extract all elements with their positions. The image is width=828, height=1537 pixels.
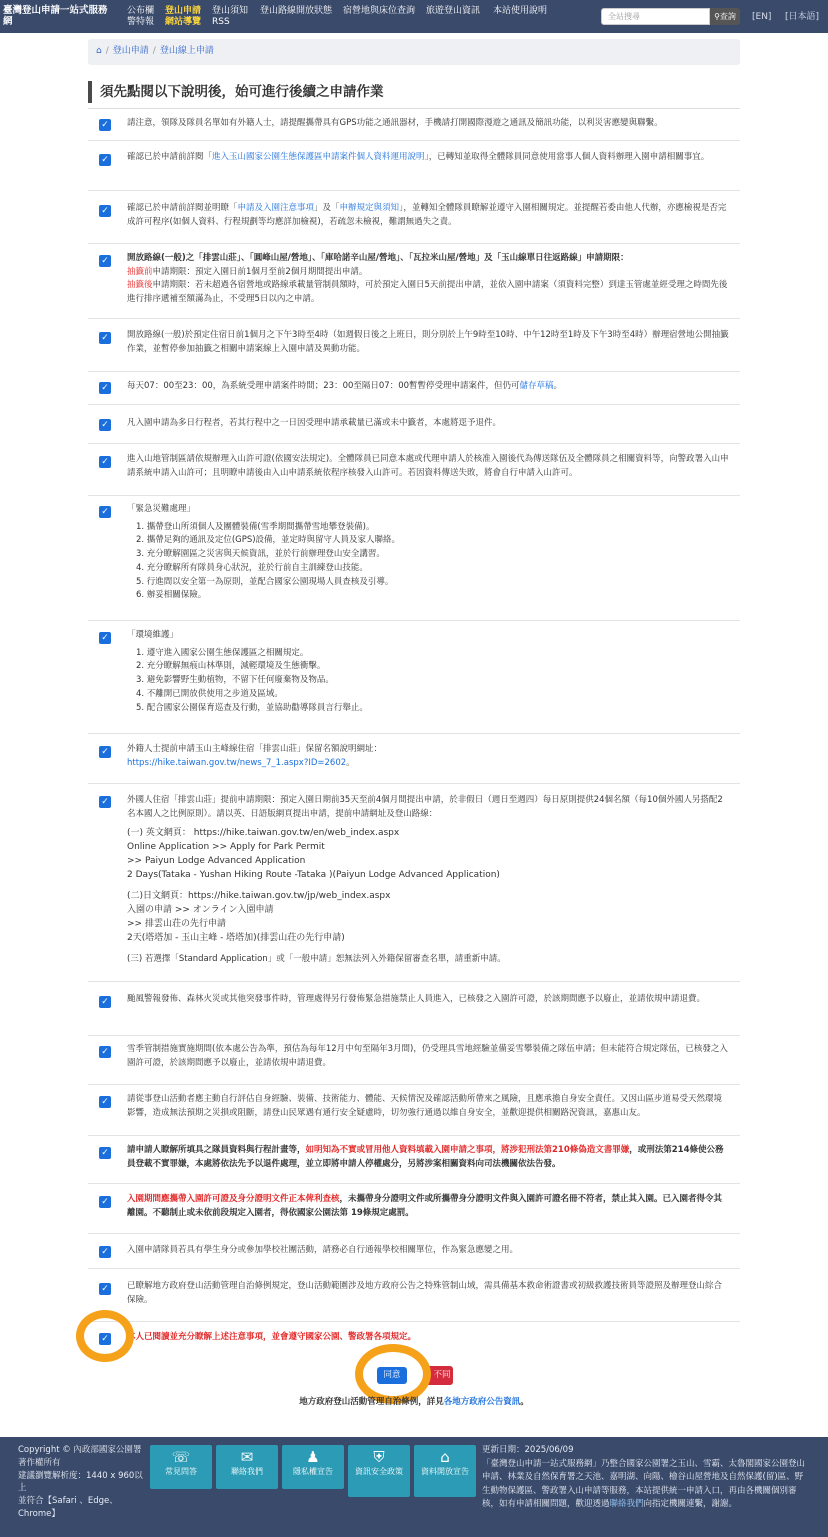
checkbox[interactable]: ✓: [99, 119, 111, 131]
notice-row: [88, 244, 740, 319]
notice-text: 確認已於申請前詳閱並明瞭「申請及入園注意事項」及「申辦規定與須知」，並轉知全體隊員瞭解並遵守入園相關規定。並提醒若委由他人代辦，亦應檢視是否完成許可程序(如個人資料、行程規劃等均應詳加檢視)，若疏忽未檢視，難謂無過失之責。: [127, 203, 727, 227]
breadcrumb-online-apply[interactable]: 登山線上申請: [159, 46, 214, 56]
footer-info: 更新日期：2025/06/09 「臺灣登山申請一站式服務網」乃整合國家公園署之玉山、雪霸、太魯閣國家公園登山申請、林業及自然保育署之天池、嘉明湖、向陽、檜谷山屋營地及自然保護(留)區、野生動物保護區、警政署入山申請等服務，本站提供統一申請入口，再由各機關個別審核，如有申請相關問題，歡迎透過聯絡我們向指定機關連繫，謝謝。: [482, 1445, 806, 1510]
site-brand[interactable]: 臺灣登山申請一站式服務網: [3, 5, 108, 28]
lang-en-link[interactable]: [EN]: [752, 12, 772, 22]
local-gov-note: 地方政府登山活動管理自治條例，詳見各地方政府公告資訊。: [299, 1397, 529, 1407]
notice-text: 進入山地管制區請依規辦理入山許可證(依國安法規定)。全體隊員已同意本處或代理申請人於核准入園後代為傳送隊伍及全體隊員之相關資料等，向警政署入山申請系統申請入山許可；且明瞭申請後由入山申請系統依程序核發入山許可。若因資料傳送失敗，將會自行申請入山許可。: [127, 454, 729, 478]
list-item: 2. 攜帶足夠的通訊及定位(GPS)設備，並定時與留守人員及家人聯絡。: [136, 535, 401, 546]
highlight-ring: [76, 1310, 134, 1362]
foreign-news-link[interactable]: https://hike.taiwan.gov.tw/news_7_1.aspx?ID=2602: [127, 757, 347, 768]
checkbox[interactable]: ✓: [99, 632, 111, 644]
notice-row: [88, 191, 740, 244]
lang-jp-link[interactable]: [日本語]: [785, 12, 820, 22]
breadcrumb-apply[interactable]: 登山申請: [112, 46, 149, 56]
chat-icon: ☏: [171, 1448, 191, 1466]
agree-checkbox[interactable]: ✓: [99, 1333, 111, 1345]
search-icon: ⚲: [714, 12, 720, 21]
checkbox[interactable]: ✓: [99, 1283, 111, 1295]
list-item: 2. 充分瞭解無痕山林準則，減輕環境及生態衝擊。: [136, 661, 326, 672]
footer: [0, 1437, 828, 1537]
notice-row: [88, 496, 740, 621]
notice-row: [88, 1136, 740, 1184]
checkbox[interactable]: ✓: [99, 456, 111, 468]
notice-text: 請注意，領隊及隊員名單如有外籍人士，請提醒攜帶具有GPS功能之通訊器材，手機請打開國際漫遊之通訊及簡訊功能，以利災害應變與聯繫。: [127, 118, 663, 128]
nav-travel[interactable]: 旅遊登山資訊: [426, 6, 481, 16]
notice-row: [88, 372, 740, 405]
checkbox[interactable]: ✓: [99, 205, 111, 217]
mail-icon: ✉: [240, 1448, 254, 1466]
list-item: 1. 遵守進入國家公園生態保護區之相關規定。: [136, 647, 309, 658]
notice-row: [88, 444, 740, 496]
highlight-ring: [355, 1344, 431, 1404]
checkbox[interactable]: ✓: [99, 332, 111, 344]
notice-text: 開放路線(一般)之「排雲山莊」、「圓峰山屋/營地」、「庫哈諾辛山屋/營地」、「瓦拉米山屋/營地」及「玉山線單日往返路線」申請期限： 抽籤前申請期限：預定入園日前1個月至前2個月期間提出申請。 抽籤後申請期限：若未超過各宿營地或路線承載量管制員額時，可於預定入園日5天前提出申請，並依入園申請案（須資料完整）到達玉管處並經受理之時間先後進行排序遞補至額滿為止，不受理5日以內之申請。: [127, 253, 728, 304]
notice-row: [88, 1269, 740, 1322]
nav-route-status[interactable]: 登山路線開放狀態: [260, 6, 333, 16]
notice-text: 確認已於申請前詳閱「進入玉山國家公園生態保護區申請案件個人資料運用說明」，已轉知並取得全體隊員同意使用當事人個人資料辦理入園申請相關事宜。: [127, 152, 710, 162]
checkbox[interactable]: ✓: [99, 796, 111, 808]
notice-row: [88, 982, 740, 1036]
user-shield-icon: ♟: [306, 1448, 320, 1466]
checkbox[interactable]: ✓: [99, 506, 111, 518]
foreign-application-section: 外國人住宿「排雲山莊」提前申請期限：預定入園日期前35天至前4個月間提出申請，於非假日（週日至週四）每日原則提供24個名額（每10個外國人另搭配2名本國人之比例原則）。請以英、日語版網頁提出申請，提前申請網址及登山路線： (一) 英文網頁： https://hike.taiwan.gov.tw/en/web_index.aspx Online Application >> Apply for Park Permit >> Paiyun Lodge Advanced Application 2 Days(Tataka - Yushan Hiking Route -Tataka )(Paiyun Lodge Advanced Application) (二)日文網頁：https://hike.taiwan.gov.tw/jp/web_index.aspx 入園の申請 >> オンライン入園申請 >> 排雲山荘の先行申請 2天(塔塔加 - 玉山主峰 - 塔塔加)(排雲山荘の先行申請) (三) 若選擇「Standard Application」或「一般申請」恕無法列入外籍保留審查名單，請重新申請。: [127, 795, 723, 964]
nav-notice[interactable]: 登山須知 RSS: [212, 6, 249, 27]
checkbox[interactable]: ✓: [99, 1246, 111, 1258]
nav-campsite[interactable]: 宿營地與床位查詢: [343, 6, 416, 16]
copyright: Copyright © 內政部國家公園署 著作權所有 建議瀏覽解析度：1440 x 960以上 並符合【Safari 、Edge、Chrome】: [18, 1445, 143, 1519]
list-item: 1. 攜帶登山所須個人及團體裝備(雪季期間攜帶雪地攀登裝備)。: [136, 521, 375, 532]
security-policy-button[interactable]: ⛨ 資訊安全政策: [348, 1445, 410, 1497]
notice-text: 入園期間應攜帶入園許可證及身分證明文件正本俾利查核，未攜帶身分證明文件或所攜帶身分證明文件與入園許可證名冊不符者，禁止其入園。已入園者得令其離園。不聽制止或未依前段規定入園者，得依國家公園法第 19條規定處罰。: [127, 1194, 723, 1218]
notice-row: [88, 1184, 740, 1234]
page-title: 須先點閱以下說明後，始可進行後續之申請作業: [88, 81, 740, 103]
entry-notice-link[interactable]: 申請及入園注意事項: [237, 203, 315, 213]
checkbox[interactable]: ✓: [99, 154, 111, 166]
bank-icon: ⌂: [440, 1448, 450, 1466]
privacy-button[interactable]: ♟ 隱私權宣告: [282, 1445, 344, 1489]
rules-link[interactable]: 申辦規定與須知: [339, 203, 400, 213]
notice-text: 外籍人士提前申請玉山主峰線住宿「排雲山莊」保留名額說明網址： https://hike.taiwan.gov.tw/news_7_1.aspx?ID=2602。: [127, 744, 383, 768]
disagree-button[interactable]: 不同意: [423, 1366, 453, 1385]
privacy-link[interactable]: 進入玉山國家公園生態保護區申請案件個人資料運用說明: [212, 152, 425, 162]
notice-row: [88, 621, 740, 734]
checkbox[interactable]: ✓: [99, 996, 111, 1008]
notice-text: 每天07：00至23：00，為系統受理申請案件時間；23：00至隔日07：00暫暫停受理申請案件，但仍可儲存草稿。: [127, 381, 563, 391]
checkbox[interactable]: ✓: [99, 1046, 111, 1058]
environment-section: 「環境維護」 1. 遵守進入國家公園生態保護區之相關規定。 2. 充分瞭解無痕山林準則，減輕環境及生態衝擊。 3. 避免影響野生動植物，不留下任何廢棄物及物品。 4. 不離開已開放供使用之步道及區域。 5. 配合國家公園保育巡查及行動，並協助勸導隊員言行舉止。: [127, 629, 730, 715]
notice-text: 凡入園申請為多日行程者，若其行程中之一日因受理申請承載量已滿或未中籤者，本處將逕予退件。: [127, 418, 502, 428]
list-item: 5. 行進間以安全第一為原則，並配合國家公園現場人員查核及引導。: [136, 576, 394, 587]
notice-row: [88, 109, 740, 141]
agreement-text: 本人已閱讀並充分瞭解上述注意事項，並會遵守國家公園、警政署各項規定。: [127, 1332, 417, 1342]
footer-contact-link[interactable]: 聯絡我們: [609, 1499, 644, 1510]
notice-row: [88, 1234, 740, 1269]
notice-row: [88, 734, 740, 784]
nav-bulletin[interactable]: 公布欄 警特報: [127, 6, 155, 27]
notice-text: 請從事登山活動者應主動自行評估自身經驗、裝備、技術能力、體能、天候情況及確認活動所帶來之風險，且應承擔自身安全責任。又因山區步道易受天然環境影響，造成無法預期之災損或阻斷，請登山民眾遇有通行安全疑慮時，切勿強行通過以維自身安全，並歡迎提供相關路況資訊，嘉惠山友。: [127, 1094, 723, 1118]
list-item: 6. 辦妥相關保險。: [136, 590, 207, 601]
faq-button[interactable]: ☏ 常見問答: [150, 1445, 212, 1489]
checkbox[interactable]: ✓: [99, 1147, 111, 1159]
search-button[interactable]: ⚲查詢: [710, 8, 740, 25]
checkbox[interactable]: ✓: [99, 255, 111, 267]
notice-text: 開放路線(一般)於預定住宿日前1個月之下午3時至4時（如週假日後之上班日，則分別於上午9時至10時、中午12時至1時及下午3時至4時）辦理宿營地公開抽籤作業，並暫停參加抽籤之相關申請案線上入園申請及異動功能。: [127, 330, 729, 354]
emergency-section: 「緊急災難處理」 1. 攜帶登山所須個人及團體裝備(雪季期間攜帶雪地攀登裝備)。 2. 攜帶足夠的通訊及定位(GPS)設備，並定時與留守人員及家人聯絡。 3. 充分瞭解園區之災害與天候資訊，並於行前辦理登山安全講習。 4. 充分瞭解所有隊員身心狀況，並於行前自主訓練登山技能。 5. 行進間以安全第一為原則，並配合國家公園現場人員查核及引導。 6. 辦妥相關保險。: [127, 503, 730, 603]
open-data-button[interactable]: ⌂ 資料開放宣告: [414, 1445, 476, 1497]
notice-text: 已瞭解地方政府登山活動管理自治條例規定，登山活動範圍涉及地方政府公告之特殊管制山域，需具備基本救命術證書或初級救護技術員等證照及辦理登山綜合保險。: [127, 1281, 723, 1305]
save-draft-link[interactable]: 儲存草稿: [519, 381, 554, 391]
list-item: 3. 避免影響野生動植物，不留下任何廢棄物及物品。: [136, 675, 334, 686]
search-input[interactable]: 全站搜尋: [601, 8, 710, 25]
contact-button[interactable]: ✉ 聯絡我們: [216, 1445, 278, 1489]
list-item: 5. 配合國家公園保育巡查及行動，並協助勸導隊員言行舉止。: [136, 702, 368, 713]
notice-text: 入園申請隊員若具有學生身分或參加學校社團活動，請務必自行通報學校相關單位，作為緊急應變之用。: [127, 1245, 519, 1255]
shield-icon: ⛨: [373, 1448, 385, 1466]
checkbox[interactable]: ✓: [99, 1196, 111, 1208]
agree-button[interactable]: 同意: [377, 1367, 407, 1384]
nav-apply[interactable]: 登山申請 網站導覽: [165, 6, 202, 27]
notice-row: [88, 141, 740, 191]
notice-text: 請申請人瞭解所填具之隊員資料與行程計畫等，如明知為不實或冒用他人資料填載入園申請之事項，將涉犯刑法第210條偽造文書罪嫌，或刑法第214條使公務員登載不實罪嫌，本處將依法先予以退件處理，並立即將申請人停權處分，另將涉案相關資料向司法機關依法告發。: [127, 1145, 724, 1169]
checkbox[interactable]: ✓: [99, 746, 111, 758]
notice-row: [88, 319, 740, 372]
checkbox[interactable]: ✓: [99, 419, 111, 431]
notice-text: 雪季管制措施實施期間(依本處公告為準，預估為每年12月中旬至隔年3月間)，仍受理具雪地經驗並備妥雪攀裝備之隊伍申請；但未能符合規定隊伍，已核發之入園許可證，於該期間應予以廢止，並請依規申請退費。: [127, 1044, 728, 1068]
notice-row: [88, 1036, 740, 1085]
notice-text: 颱風警報發佈、森林火災或其他突發事件時，管理處得另行發佈緊急措施禁止人員進入，已核發之入園許可證，於該期間應予以廢止，並請依規申請退費。: [127, 994, 706, 1004]
notice-row: [88, 784, 740, 982]
notice-row: [88, 405, 740, 444]
checkbox[interactable]: ✓: [99, 382, 111, 394]
list-item: 4. 不離開已開放供使用之步道及區域。: [136, 688, 283, 699]
list-item: 4. 充分瞭解所有隊員身心狀況，並於行前自主訓練登山技能。: [136, 562, 368, 573]
nav-usage[interactable]: 本站使用說明: [493, 6, 548, 16]
top-navbar: [0, 0, 828, 33]
checkbox[interactable]: ✓: [99, 1096, 111, 1108]
breadcrumb: ⌂ / 登山申請 / 登山線上申請: [88, 39, 740, 65]
home-icon[interactable]: ⌂: [96, 46, 102, 56]
local-gov-link[interactable]: 各地方政府公告資訊: [443, 1397, 521, 1407]
notice-row: [88, 1085, 740, 1136]
list-item: 3. 充分瞭解園區之災害與天候資訊，並於行前辦理登山安全講習。: [136, 549, 385, 560]
